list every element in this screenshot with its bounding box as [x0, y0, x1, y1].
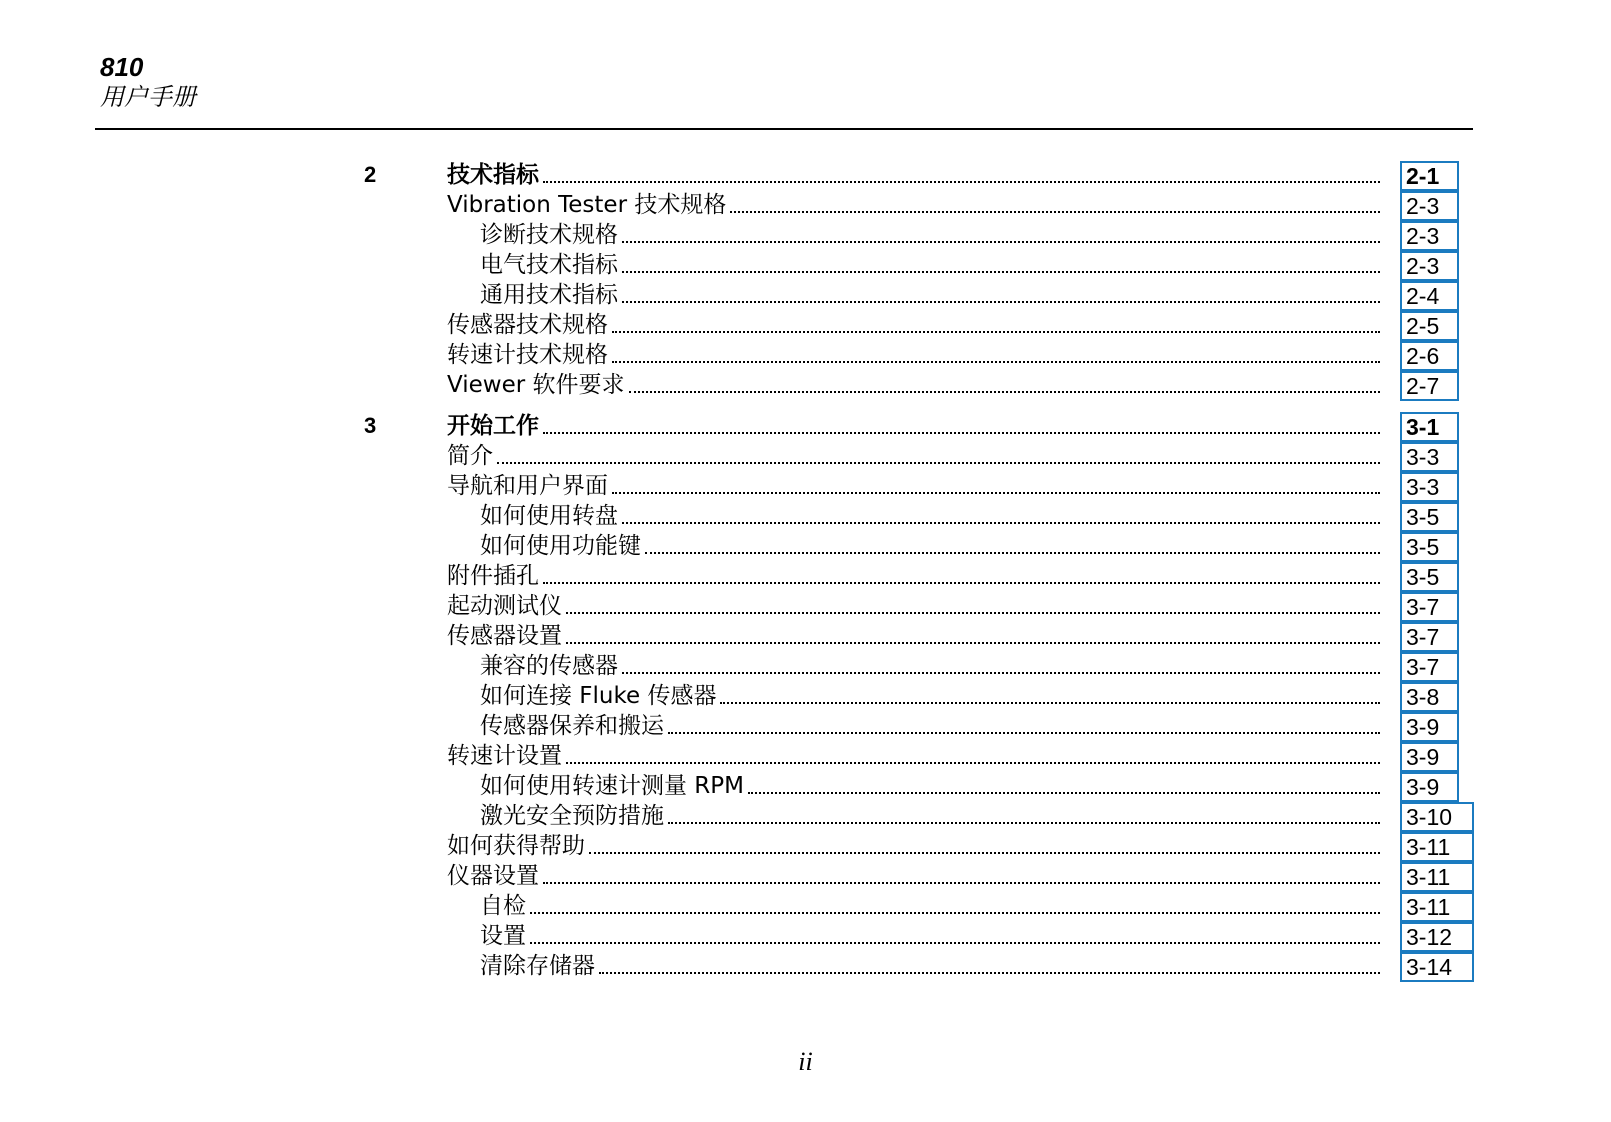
toc-subentry[interactable] — [480, 681, 1380, 711]
dot-leader — [720, 702, 1380, 704]
toc-entry-title: 传感器设置 — [447, 623, 562, 649]
page-number-link[interactable]: 3-11 — [1400, 862, 1474, 892]
toc-entry-title: 设置 — [480, 923, 526, 949]
toc-entry-title: 传感器技术规格 — [447, 312, 608, 338]
toc-entry[interactable] — [447, 340, 1380, 370]
toc-entry-title: 导航和用户界面 — [447, 473, 608, 499]
dot-leader — [730, 211, 1380, 213]
page-number-link[interactable]: 2-3 — [1400, 191, 1459, 221]
toc-entry-title: 起动测试仪 — [447, 593, 562, 619]
toc-entry-title: Viewer 软件要求 — [447, 372, 625, 398]
toc-subentry[interactable] — [480, 531, 1380, 561]
dot-leader — [612, 361, 1380, 363]
toc-entry-title: 开始工作 — [447, 413, 539, 439]
page-number-link[interactable]: 3-5 — [1400, 562, 1459, 592]
page-number-link[interactable]: 3-9 — [1400, 742, 1459, 772]
dot-leader — [622, 301, 1380, 303]
page-number-link[interactable]: 2-4 — [1400, 281, 1459, 311]
page-number-link[interactable]: 3-9 — [1400, 712, 1459, 742]
toc-entry[interactable] — [447, 471, 1380, 501]
dot-leader — [566, 612, 1380, 614]
document-number: 810 — [100, 52, 144, 82]
toc-entry[interactable] — [447, 861, 1380, 891]
dot-leader — [748, 792, 1380, 794]
toc-entry-title: 如何使用转盘 — [480, 503, 618, 529]
page-number-link[interactable]: 3-7 — [1400, 592, 1459, 622]
dot-leader — [645, 552, 1380, 554]
page-number-link[interactable]: 2-6 — [1400, 341, 1459, 371]
page-number-link[interactable]: 3-10 — [1400, 802, 1474, 832]
toc-entry[interactable] — [447, 441, 1380, 471]
toc-entry[interactable] — [447, 561, 1380, 591]
toc-subentry[interactable] — [480, 220, 1380, 250]
dot-leader — [612, 331, 1380, 333]
page-number-link[interactable]: 3-1 — [1400, 412, 1459, 442]
toc-entry[interactable] — [447, 370, 1380, 400]
page-number-link[interactable]: 3-12 — [1400, 922, 1474, 952]
toc-subentry[interactable] — [480, 711, 1380, 741]
toc-entry-title: 仪器设置 — [447, 863, 539, 889]
toc-entry-title: 如何使用转速计测量 RPM — [480, 773, 745, 799]
toc-chapter-heading[interactable] — [447, 411, 1380, 441]
page-number-link[interactable]: 3-11 — [1400, 892, 1474, 922]
dot-leader — [543, 181, 1380, 183]
page-number-link[interactable]: 2-1 — [1400, 161, 1459, 191]
toc-entry-title: 通用技术指标 — [480, 282, 618, 308]
toc-entry-title: 技术指标 — [447, 162, 539, 188]
toc-entry-title: 转速计设置 — [447, 743, 562, 769]
toc-entry[interactable] — [447, 621, 1380, 651]
toc-chapter-heading[interactable] — [447, 160, 1380, 190]
chapter-number: 3 — [364, 413, 377, 438]
toc-entry-title: 附件插孔 — [447, 563, 539, 589]
toc-subentry[interactable] — [480, 501, 1380, 531]
dot-leader — [668, 732, 1380, 734]
page-number-link[interactable]: 3-3 — [1400, 472, 1459, 502]
dot-leader — [497, 462, 1380, 464]
toc-subentry[interactable] — [480, 801, 1380, 831]
toc-entry-title: 诊断技术规格 — [480, 222, 618, 248]
dot-leader — [622, 672, 1380, 674]
dot-leader — [668, 822, 1380, 824]
toc-entry[interactable] — [447, 591, 1380, 621]
toc-entry-title: 如何使用功能键 — [480, 533, 641, 559]
toc-entry-title: 自检 — [480, 893, 526, 919]
dot-leader — [566, 762, 1380, 764]
dot-leader — [543, 432, 1380, 434]
page-number-link[interactable]: 3-5 — [1400, 532, 1459, 562]
toc-subentry[interactable] — [480, 651, 1380, 681]
toc-subentry[interactable] — [480, 280, 1380, 310]
footer-page-number: ii — [798, 1047, 813, 1076]
page-number-link[interactable]: 3-9 — [1400, 772, 1459, 802]
dot-leader — [589, 852, 1380, 854]
toc-entry-title: 如何连接 Fluke 传感器 — [480, 683, 717, 709]
dot-leader — [622, 241, 1380, 243]
toc-entry-title: Vibration Tester 技术规格 — [447, 192, 727, 218]
dot-leader — [566, 642, 1380, 644]
toc-entry-title: 转速计技术规格 — [447, 342, 608, 368]
chapter-number: 2 — [364, 162, 377, 187]
page-number-link[interactable]: 3-14 — [1400, 952, 1474, 982]
toc-entry[interactable] — [447, 741, 1380, 771]
toc-entry[interactable] — [447, 310, 1380, 340]
toc-subentry[interactable] — [480, 951, 1380, 981]
toc-entry[interactable] — [447, 190, 1380, 220]
toc-subentry[interactable] — [480, 771, 1380, 801]
toc-subentry[interactable] — [480, 921, 1380, 951]
page-number-link[interactable]: 3-7 — [1400, 622, 1459, 652]
toc-subentry[interactable] — [480, 891, 1380, 921]
page-number-link[interactable]: 2-3 — [1400, 251, 1459, 281]
dot-leader — [629, 391, 1381, 393]
document-title: 用户手册 — [100, 83, 196, 111]
toc-entry-title: 电气技术指标 — [480, 252, 618, 278]
page-number-link[interactable]: 3-8 — [1400, 682, 1459, 712]
toc-entry-title: 激光安全预防措施 — [480, 803, 664, 829]
dot-leader — [543, 882, 1380, 884]
page-number-link[interactable]: 3-7 — [1400, 652, 1459, 682]
page-number-link[interactable]: 2-3 — [1400, 221, 1459, 251]
toc-entry[interactable] — [447, 831, 1380, 861]
dot-leader — [612, 492, 1380, 494]
dot-leader — [622, 271, 1380, 273]
dot-leader — [599, 972, 1380, 974]
dot-leader — [543, 582, 1380, 584]
toc-entry-title: 简介 — [447, 443, 493, 469]
toc-entry-title: 如何获得帮助 — [447, 833, 585, 859]
page-number-link[interactable]: 3-5 — [1400, 502, 1459, 532]
toc-subentry[interactable] — [480, 250, 1380, 280]
page-number-link[interactable]: 2-5 — [1400, 311, 1459, 341]
page-number-link[interactable]: 3-3 — [1400, 442, 1459, 472]
toc-entry-title: 清除存储器 — [480, 953, 595, 979]
page-number-link[interactable]: 3-11 — [1400, 832, 1474, 862]
page-number-link[interactable]: 2-7 — [1400, 371, 1459, 401]
toc-entry-title: 兼容的传感器 — [480, 653, 618, 679]
dot-leader — [530, 912, 1380, 914]
dot-leader — [622, 522, 1380, 524]
dot-leader — [530, 942, 1380, 944]
toc-entry-title: 传感器保养和搬运 — [480, 713, 664, 739]
